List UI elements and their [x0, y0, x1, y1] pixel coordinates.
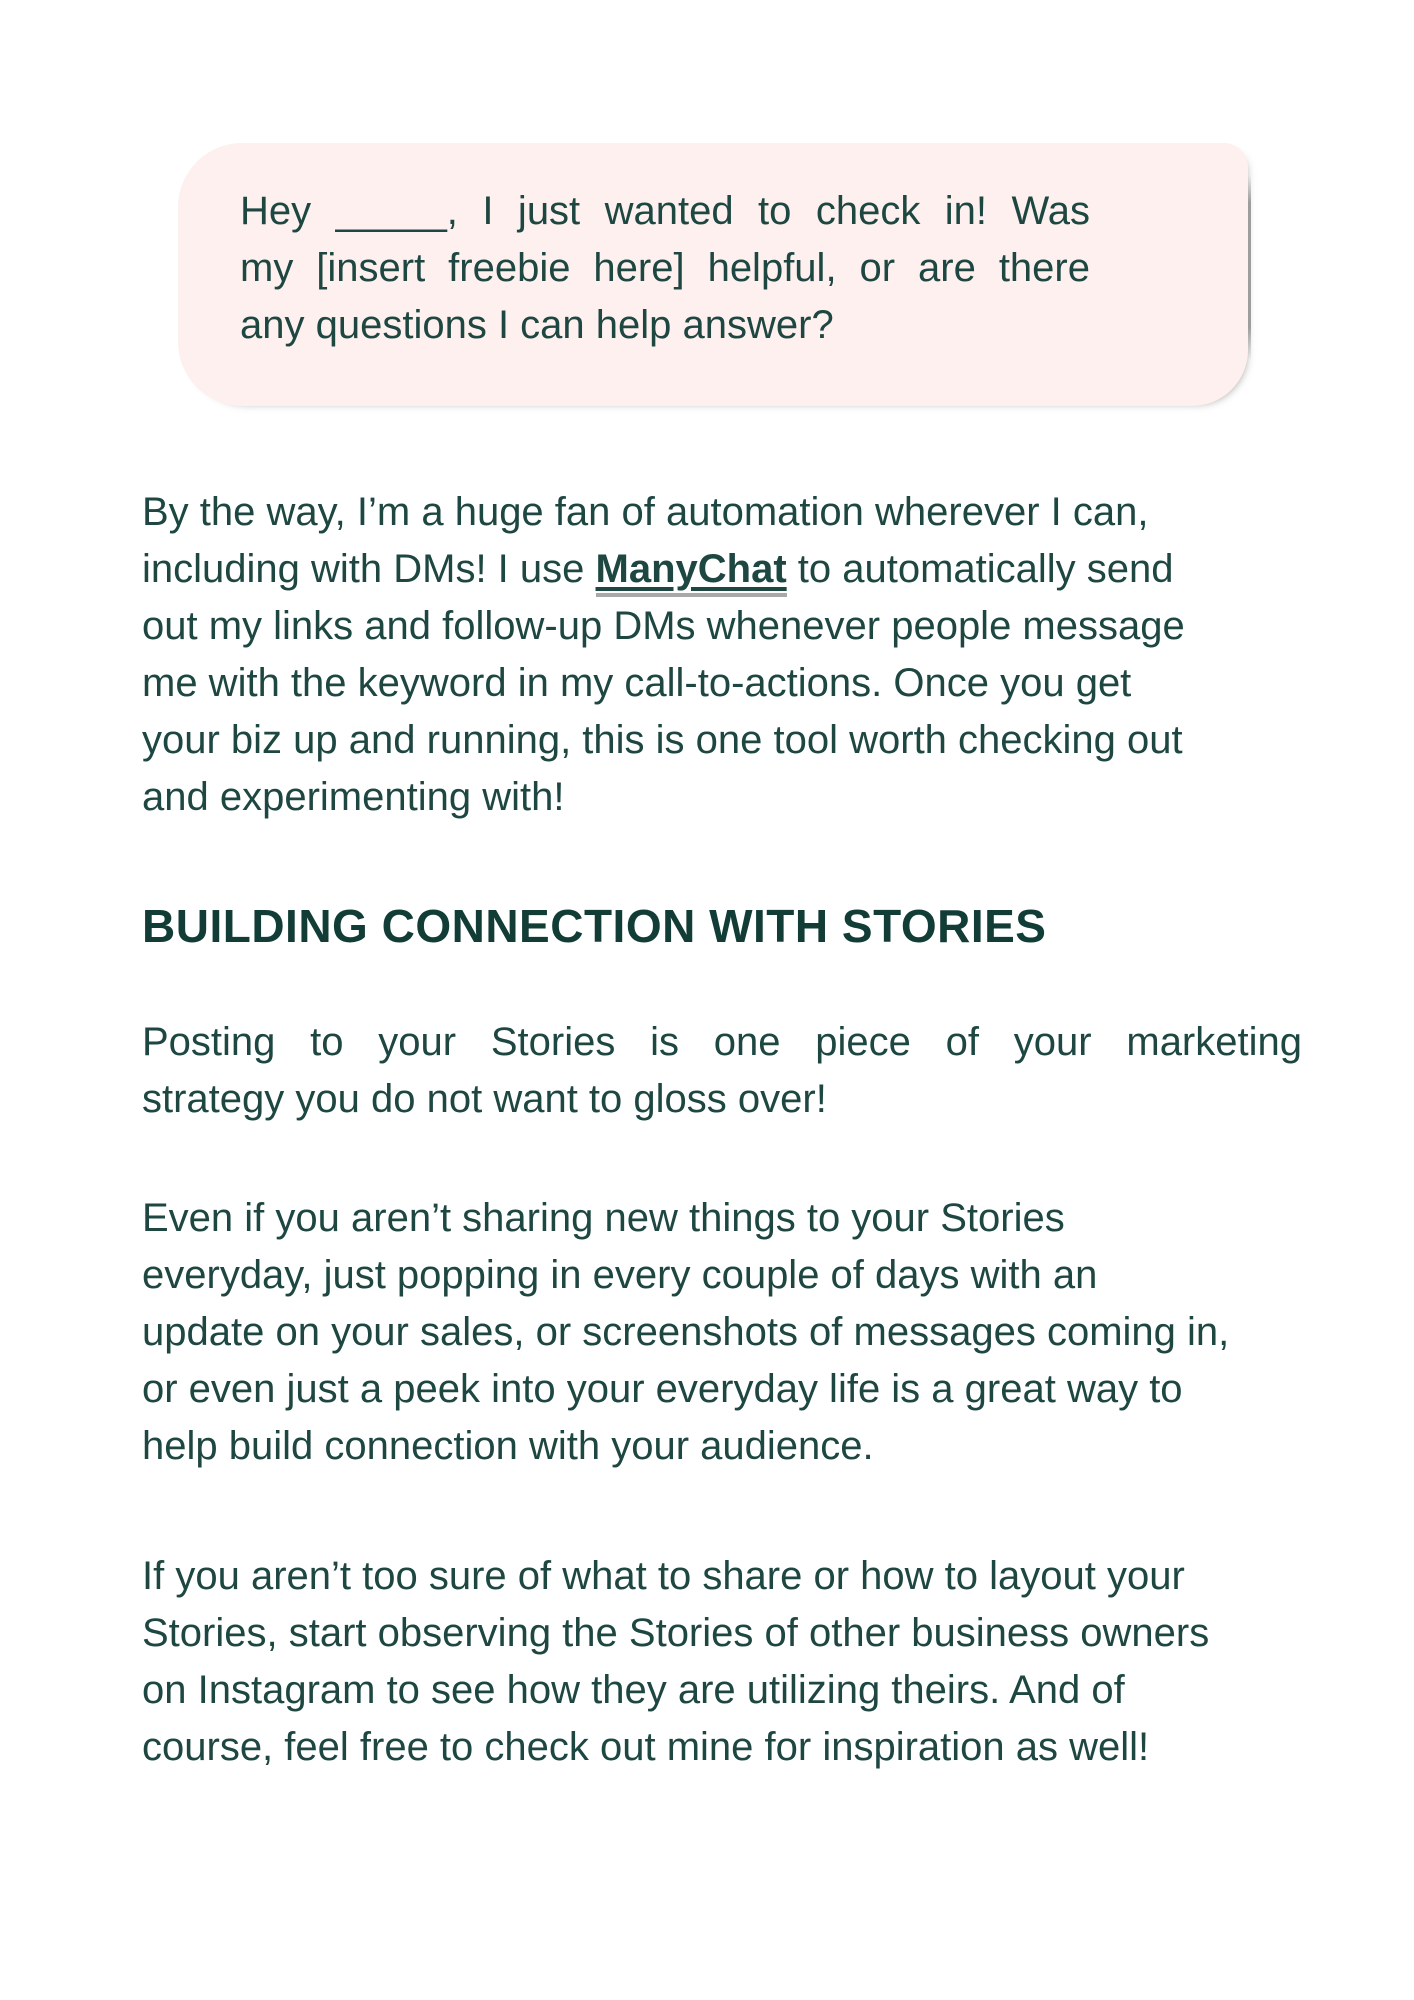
intro-line2-prefix: including with DMs! I use	[142, 547, 596, 591]
text-line: Posting to your Stories is one piece of your marketing	[142, 1020, 1302, 1064]
text-line: If you aren’t too sure of what to share or how to layout your	[142, 1554, 1185, 1598]
text-line: Even if you aren’t sharing new things to your Stories	[142, 1196, 1065, 1240]
text-line: your biz up and running, this is one tool worth checking out	[142, 718, 1183, 762]
stories-paragraph-1	[142, 1014, 1302, 1128]
text-line: my [insert freebie here] helpful, or are there	[240, 246, 1090, 290]
text-line	[142, 541, 1302, 598]
section-heading: BUILDING CONNECTION WITH STORIES	[142, 900, 1047, 952]
text-line: any questions I can help answer?	[240, 303, 834, 347]
text-line: Stories, start observing the Stories of other business owners	[142, 1611, 1210, 1655]
text-line: me with the keyword in my call-to-actions. Once you get	[142, 661, 1132, 705]
text-line: out my links and follow-up DMs whenever people message	[142, 604, 1185, 648]
text-line: course, feel free to check out mine for inspiration as well!	[142, 1725, 1150, 1769]
text-line: By the way, I’m a huge fan of automation wherever I can,	[142, 490, 1149, 534]
text-line: and experimenting with!	[142, 775, 565, 819]
stories-paragraph-2	[142, 1190, 1302, 1475]
manychat-link-underline	[596, 545, 787, 597]
text-line: update on your sales, or screenshots of messages coming in,	[142, 1310, 1230, 1354]
text-line: on Instagram to see how they are utilizing theirs. And of	[142, 1668, 1125, 1712]
stories-paragraph-3	[142, 1548, 1302, 1776]
text-line: Hey _____, I just wanted to check in! Was	[240, 189, 1090, 233]
text-line: or even just a peek into your everyday life is a great way to	[142, 1367, 1183, 1411]
manychat-link[interactable]: ManyChat	[595, 547, 787, 591]
text-line: help build connection with your audience.	[142, 1424, 874, 1468]
chat-bubble	[178, 143, 1248, 406]
intro-paragraph	[142, 484, 1302, 826]
text-line: strategy you do not want to gloss over!	[142, 1077, 827, 1121]
text-line: everyday, just popping in every couple of days with an	[142, 1253, 1098, 1297]
intro-line2-suffix: to automatically send	[786, 547, 1174, 591]
